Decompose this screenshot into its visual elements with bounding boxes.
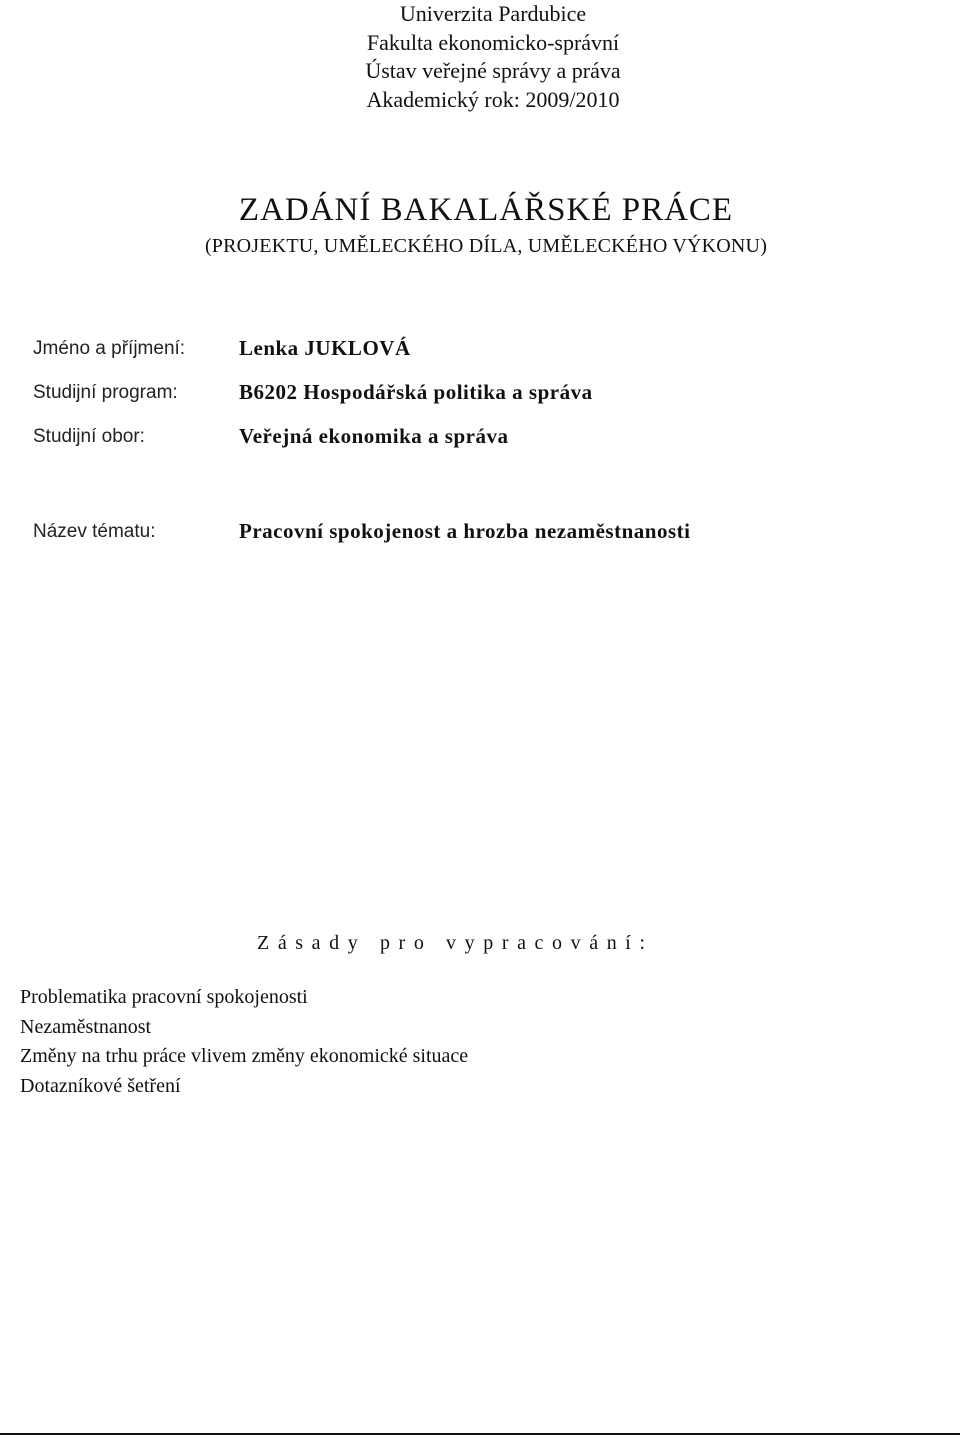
program-value: B6202 Hospodářská politika a správa <box>239 380 593 404</box>
document-title: ZADÁNÍ BAKALÁŘSKÉ PRÁCE <box>238 192 734 228</box>
university-name: Univerzita Pardubice <box>399 1 587 26</box>
faculty-name: Fakulta ekonomicko-správní <box>366 29 620 55</box>
name-label: Jméno a příjmení: <box>33 338 186 359</box>
academic-year: Akademický rok: 2009/2010 <box>366 86 620 112</box>
branch-label: Studijní obor: <box>33 426 145 447</box>
document-subtitle: (PROJEKTU, UMĚLECKÉHO DÍLA, UMĚLECKÉHO VÝKONU) <box>204 235 768 257</box>
principles-item: Změny na trhu práce vlivem změny ekonomické situace <box>20 1045 469 1067</box>
institute-name: Ústav veřejné správy a práva <box>365 58 621 83</box>
name-value: Lenka JUKLOVÁ <box>239 336 411 360</box>
topic-label: Název tématu: <box>33 521 156 542</box>
principles-item: Nezaměstnanost <box>20 1015 152 1038</box>
principles-item: Dotazníkové šetření <box>20 1074 181 1097</box>
principles-heading: Zásady pro vypracování: <box>257 932 654 954</box>
principles-item: Problematika pracovní spokojenosti <box>20 986 308 1008</box>
principles-list <box>20 983 468 1101</box>
topic-value: Pracovní spokojenost a hrozba nezaměstnanosti <box>239 519 691 543</box>
bottom-rule <box>0 1433 960 1435</box>
program-label: Studijní program: <box>33 382 178 403</box>
document-header <box>0 0 960 114</box>
branch-value: Veřejná ekonomika a správa <box>239 424 509 448</box>
